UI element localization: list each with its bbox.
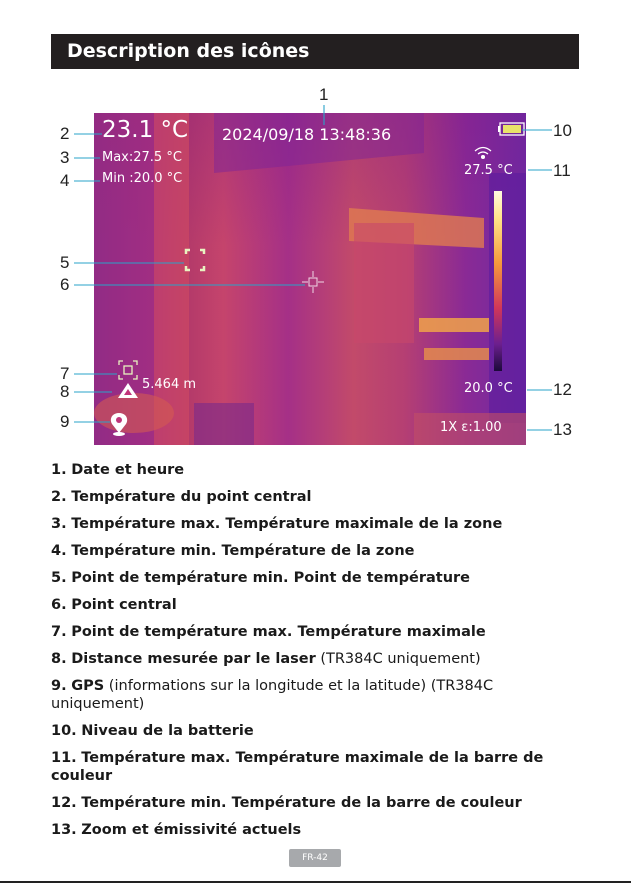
color-bar: [494, 191, 502, 371]
list-item: 3. Température max. Température maximale de la zone: [51, 516, 503, 532]
list-item: 8. Distance mesurée par le laser (TR384C uniquement): [51, 651, 481, 667]
laser-distance: 5.464 m: [142, 377, 197, 392]
callout-7: 7: [60, 364, 70, 383]
list-item: 13. Zoom et émissivité actuels: [51, 822, 302, 838]
callout-9: 9: [60, 412, 70, 431]
central-temp: 23.1 °C: [102, 117, 189, 143]
list-item: 4. Température min. Température de la zone: [51, 543, 415, 559]
list-item: 5. Point de température min. Point de température: [51, 570, 470, 586]
callout-10: 10: [553, 121, 572, 140]
list-item: 11. Température max. Température maximale de la barre de couleur: [51, 750, 544, 784]
list-item: 9. GPS (informations sur la longitude et la latitude) (TR384C uniquement): [51, 678, 494, 712]
min-temp: Min :20.0 °C: [102, 171, 183, 186]
callout-3: 3: [60, 148, 70, 167]
list-item: 1. Date et heure: [51, 462, 185, 478]
zoom-emissivity: 1X ε:1.00: [440, 420, 502, 435]
callout-13: 13: [553, 420, 572, 439]
list-item: 6. Point central: [51, 597, 177, 613]
callout-5: 5: [60, 253, 70, 272]
thermal-image: [94, 113, 526, 445]
callout-2: 2: [60, 124, 70, 143]
callout-6: 6: [60, 275, 70, 294]
bar-min-temp: 20.0 °C: [464, 381, 513, 396]
battery-icon: [498, 123, 524, 135]
list-item: 12. Température min. Température de la barre de couleur: [51, 795, 522, 811]
callout-4: 4: [60, 171, 70, 190]
page-number: FR-42: [289, 849, 341, 867]
list-item: 7. Point de température max. Température maximale: [51, 624, 486, 640]
bar-max-temp: 27.5 °C: [464, 163, 513, 178]
callout-12: 12: [553, 380, 572, 399]
callout-8: 8: [60, 382, 70, 401]
callout-11: 11: [553, 161, 571, 180]
max-temp: Max:27.5 °C: [102, 150, 182, 165]
crosshair-icon: [302, 271, 324, 293]
list-item: 10. Niveau de la batterie: [51, 723, 254, 739]
icon-description-list: [51, 461, 581, 848]
datetime: 2024/09/18 13:48:36: [222, 125, 392, 144]
list-item: 2. Température du point central: [51, 489, 312, 505]
section-title: Description des icônes: [51, 34, 579, 69]
wifi-icon: [475, 148, 491, 159]
callout-1: 1: [319, 85, 329, 104]
